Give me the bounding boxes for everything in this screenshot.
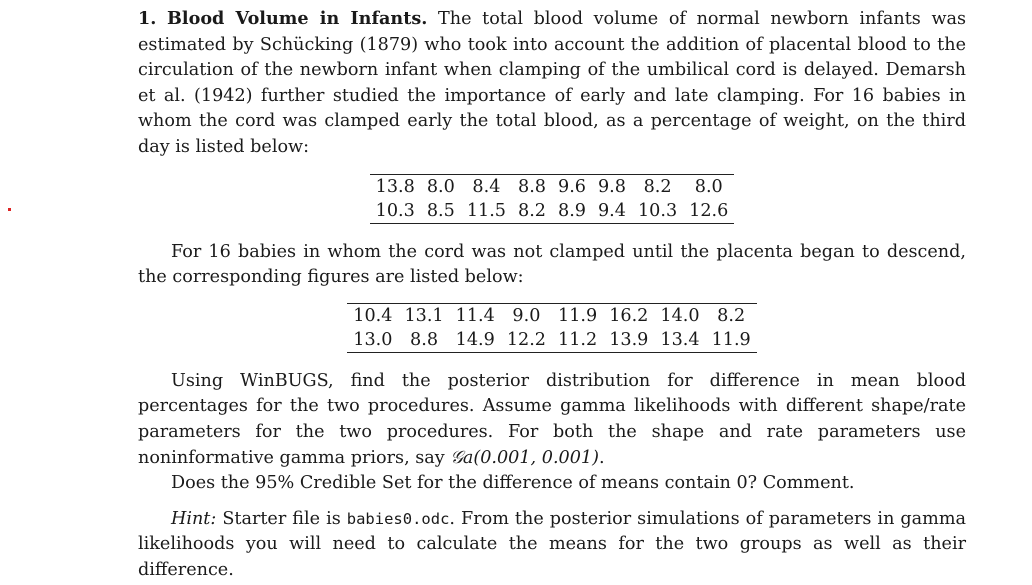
table-cell: 14.0	[660, 305, 700, 326]
starter-file-name: babies0.odc	[346, 509, 450, 528]
table-cell: 10.4	[353, 305, 393, 326]
table-cell: 9.4	[597, 200, 626, 221]
table-cell: 8.2	[643, 176, 672, 197]
table-cell: 13.4	[660, 329, 700, 350]
problem-intro-paragraph	[138, 6, 966, 161]
table-cell: 8.0	[426, 176, 455, 197]
table-cell: 8.2	[518, 200, 546, 221]
table-row	[370, 199, 735, 224]
table-cell: 11.9	[558, 305, 598, 326]
red-dot-marker	[8, 208, 11, 211]
late-paragraph: For 16 babies in whom the cord was not clamped until the placenta began to descend, the corresponding figures are listed below:	[138, 241, 966, 288]
late-clamped-table	[347, 303, 757, 353]
table-cell: 13.0	[353, 329, 393, 350]
table-cell: 12.6	[689, 200, 729, 221]
table-row	[370, 174, 735, 199]
table-cell: 9.6	[558, 176, 586, 197]
task-paragraph	[138, 369, 966, 471]
table-cell: 9.8	[597, 176, 626, 197]
problem-document	[138, 6, 966, 584]
table-cell: 12.2	[506, 329, 546, 350]
hint-paragraph	[138, 507, 966, 584]
table-cell: 16.2	[609, 305, 649, 326]
table-row	[347, 328, 757, 353]
hint-text-before: Starter file is	[222, 508, 347, 529]
table-cell: 10.3	[375, 200, 415, 221]
task-text-end: .	[598, 447, 605, 468]
task-text: Using WinBUGS, find the posterior distribution for difference in mean blood percentages for the two procedures. Assume gamma likelihoods with different shape/rate parameters for the two procedures. For both the shape and rate parameters use noninformative gamma priors, say	[138, 370, 966, 468]
table-cell: 8.8	[410, 329, 439, 350]
table-cell: 14.9	[455, 329, 495, 350]
table-cell: 11.5	[466, 200, 507, 221]
table-cell: 11.9	[711, 329, 751, 350]
table-cell: 8.8	[518, 176, 546, 197]
gamma-prior-math: 𝒢a(0.001, 0.001)	[450, 447, 599, 468]
table-cell: 8.9	[558, 200, 586, 221]
table-cell: 8.5	[426, 200, 455, 221]
problem-title: Blood Volume in Infants.	[167, 8, 428, 29]
table-cell: 8.4	[472, 176, 501, 197]
table-cell: 13.9	[609, 329, 649, 350]
table-cell: 8.2	[717, 305, 746, 326]
early-clamped-table	[370, 174, 735, 224]
table-cell: 10.3	[637, 200, 678, 221]
hint-label: Hint:	[171, 508, 217, 529]
table-cell: 11.2	[558, 329, 598, 350]
problem-number: 1.	[138, 8, 157, 29]
table-row	[347, 303, 757, 328]
table-cell: 13.1	[404, 305, 444, 326]
hint-text-after: . From the posterior simulations of parameters in gamma likelihoods you will need to calculate the means for the two groups as well as their difference.	[138, 508, 967, 580]
table-cell: 13.8	[375, 176, 415, 197]
table-cell: 8.0	[694, 176, 723, 197]
table-cell: 9.0	[512, 305, 541, 326]
problem-intro-text: The total blood volume of normal newborn infants was estimated by Schücking (1879) who took into account the addition of placental blood to the circulation of the newborn infant when clamping of the umbilical cord is delayed. Demarsh et al. (1942) further studied the importance of early and late clamping. For 16 babies in whom the cord was clamped early the total blood, as a percentage of weight, on the third day is listed below:	[138, 9, 967, 157]
question-paragraph: Does the 95% Credible Set for the difference of means contain 0? Comment.	[171, 473, 855, 494]
table-cell: 11.4	[455, 305, 495, 326]
